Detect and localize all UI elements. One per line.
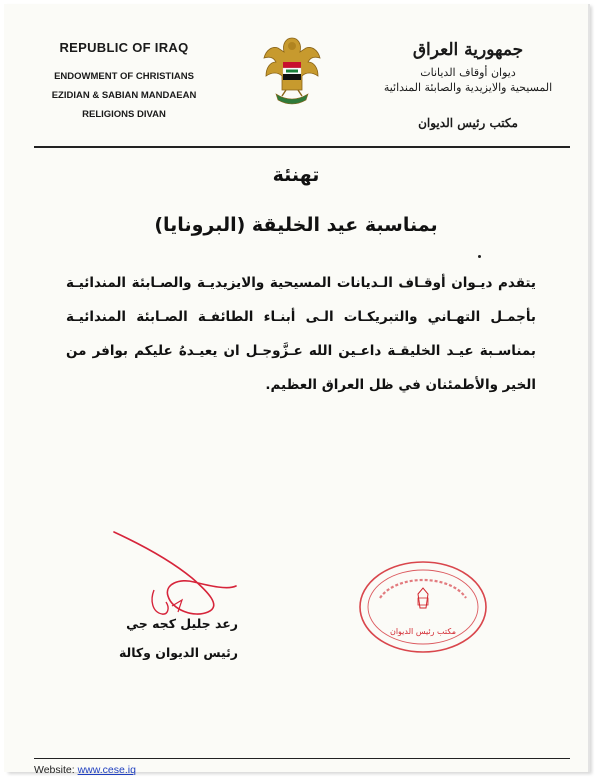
stray-ink-dot	[478, 255, 481, 258]
english-letterhead-line1: REPUBLIC OF IRAQ	[59, 40, 189, 55]
website-label: Website:	[34, 764, 75, 776]
header-divider	[34, 146, 570, 148]
arabic-office-title: مكتب رئيس الديوان	[418, 116, 518, 130]
arabic-letterhead	[368, 40, 568, 130]
english-letterhead-line3: EZIDIAN & SABIAN MANDAEAN	[51, 90, 197, 101]
footer-divider	[34, 758, 570, 759]
arabic-letterhead-line1: جمهورية العراق	[412, 40, 524, 60]
official-seal-icon	[356, 558, 490, 656]
website-link[interactable]: www.cese.iq	[77, 764, 136, 776]
english-letterhead-line2: ENDOWMENT OF CHRISTIANS	[54, 71, 194, 82]
english-letterhead	[34, 40, 214, 124]
arabic-letterhead-line3: المسيحية والايزيدية والصابئة المندائية	[383, 81, 553, 94]
seal-text: مكتب رئيس الديوان	[389, 627, 457, 636]
handwritten-signature-icon	[110, 526, 240, 624]
iraq-coat-of-arms-icon	[262, 34, 322, 108]
document-title: تهنئة	[272, 164, 320, 186]
signatory-block	[108, 616, 238, 660]
english-letterhead-line4: RELIGIONS DIVAN	[82, 109, 166, 120]
arabic-letterhead-line2: ديوان أوقاف الديانات	[420, 66, 516, 79]
footer	[34, 764, 136, 776]
document-body: يتقدم ديـوان أوقـاف الـديانات المسيحية والايزيديـة والصـابئة المندائيـة بأجمـل التهـاني والتبريكـات الـى أبنـاء الطائفـة الصـابئة المندائيـة بمناسـبة عيـد الخليقـة داعـين الله عـزَّوجـل ان يعيـدهُ عليكم بوافر من الخير والأطمئنان في ظل العراق العظيم.	[66, 275, 536, 393]
signatory-title: رئيس الديوان وكالة	[118, 645, 238, 660]
letter-page	[4, 4, 588, 776]
signatory-name: رعد جليل كجه جي	[126, 616, 238, 631]
document-subtitle: بمناسبة عيد الخليقة (البرونايا)	[154, 214, 438, 236]
